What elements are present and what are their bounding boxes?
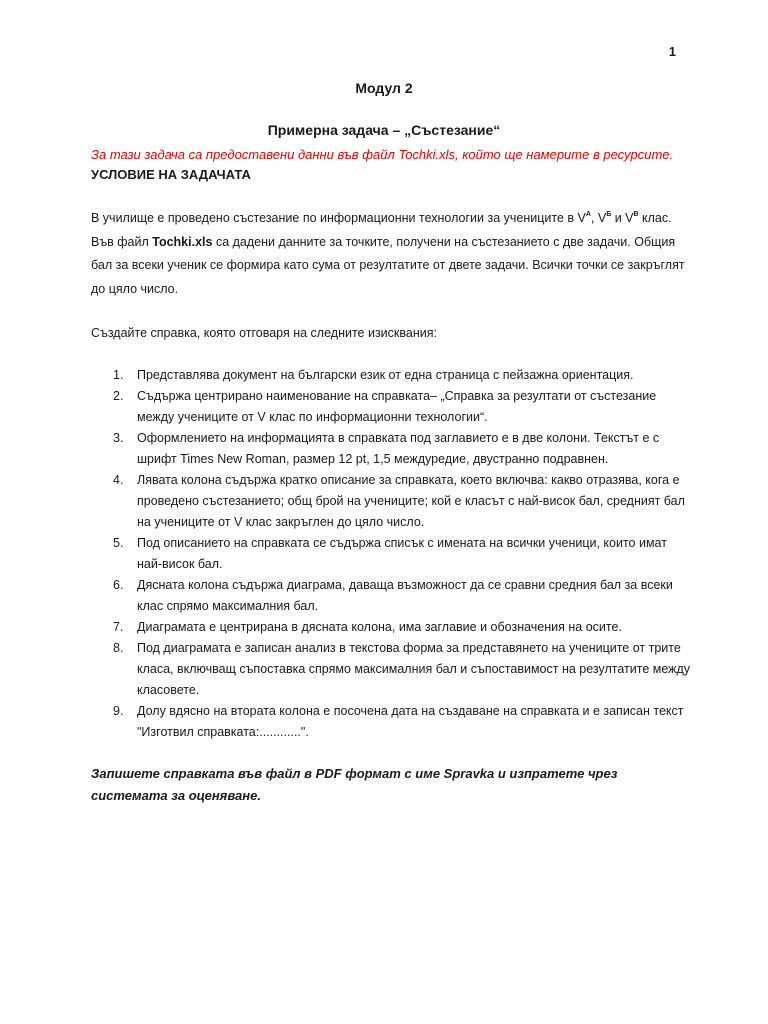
intro-text-1: В училище е проведено състезание по информационни технологии за учениците в V [91,211,586,225]
requirement-item [91,365,691,386]
requirement-item [91,470,691,533]
data-file-name: Tochki.xls [152,234,213,249]
resource-note: За тази задача са предоставени данни във файл Tochki.xls, който ще намерите в ресурсите. [91,147,674,162]
task-title: Примерна задача – „Състезание“ [267,122,501,138]
requirement-item [91,575,691,617]
requirement-number: 8. [113,641,124,655]
page-number: 1 [668,44,676,59]
requirements-lead: Създайте справка, която отговаря на следните изисквания: [91,326,437,340]
requirement-number: 9. [113,704,124,718]
intro-text-4: клас. Във файл [91,211,672,249]
document-body [91,145,691,807]
intro-text-3: и V [611,211,634,225]
requirement-item [91,638,691,701]
requirement-number: 7. [113,620,124,634]
requirement-item [91,428,691,470]
requirement-item [91,533,691,575]
class-a-superscript: А [585,211,591,218]
requirement-text: Представлява документ на български език от една страница с пейзажна ориентация. [137,368,634,382]
class-b-superscript: Б [606,211,612,218]
requirement-item [91,617,691,638]
requirement-text: Оформлението на информацията в справката под заглавието е в две колони. Текстът е с шрифт Times New Roman, размер 12 pt, 1,5 междуредие, двустранно подравнен. [137,431,660,466]
requirement-text: Дясната колона съдържа диаграма, даваща възможност да се сравни средния бал за всеки клас спрямо максималния бал. [137,578,673,613]
requirement-text: Съдържа центрирано наименование на справката– „Справка за резултати от състезание между учениците от V клас по информационни технологии“. [137,389,657,424]
requirement-text: Под диаграмата е записан анализ в текстова форма за представянето на учениците от трите класа, включващ съпоставка спрямо максималния бал и съпоставимост на резултатите между класовете. [137,641,691,697]
requirement-number: 5. [113,536,124,550]
requirements-list [91,365,691,743]
requirement-item [91,386,691,428]
class-v-superscript: В [633,211,639,218]
requirement-text: Под описанието на справката се съдържа списък с имената на всички ученици, които имат най-висок бал. [137,536,667,571]
section-heading: УСЛОВИЕ НА ЗАДАЧАТА [91,167,251,182]
requirement-number: 3. [113,431,124,445]
requirement-text: Диаграмата е центрирана в дясната колона, има заглавие и обозначения на осите. [137,620,622,634]
requirement-text: Долу вдясно на втората колона е посочена дата на създаване на справката и е записан текст "Изготвил справката:............". [137,704,684,739]
requirement-text: Лявата колона съдържа кратко описание за справката, което включва: какво отразява, кога е проведено състезанието; общ брой на учениците; кой е класът с най-висок бал, средният бал на учениците от V клас закръглен до цяло число. [137,473,685,529]
requirement-number: 4. [113,473,124,487]
module-title: Модул 2 [355,80,413,96]
intro-text-5: са дадени данните за точките, получени на състезанието с две задачи. Общия бал за всеки ученик се формира като сума от резултатите от двете задачи. Всички точки се закръглят до цяло число. [91,234,685,296]
requirement-number: 6. [113,578,124,592]
requirement-item [91,701,691,743]
requirement-number: 2. [113,389,124,403]
requirement-number: 1. [113,368,124,382]
intro-paragraph [91,207,691,301]
intro-text-2: , V [590,211,607,225]
submission-note: Запишете справката във файл в PDF формат с име Spravka и изпратете чрез системата за оценяване. [91,766,618,803]
